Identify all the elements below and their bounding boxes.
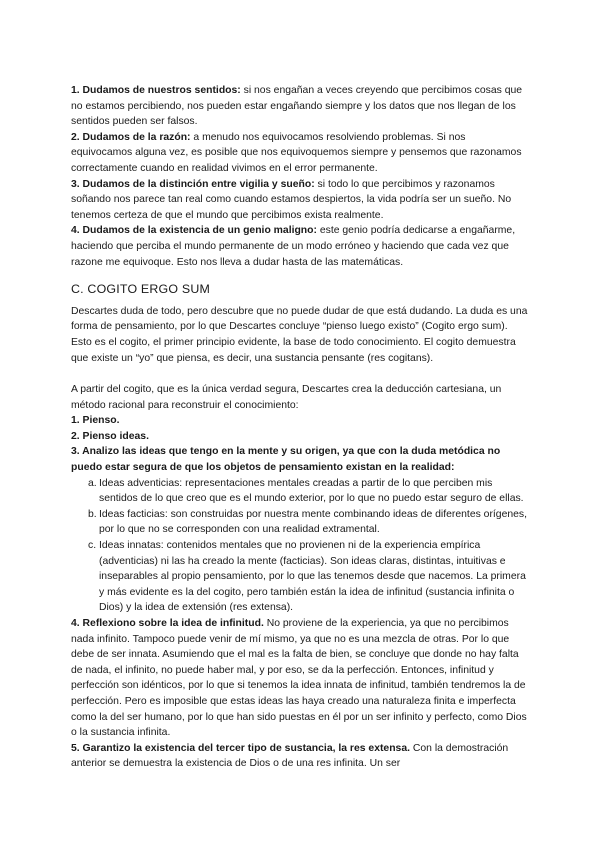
section-heading: C. COGITO ERGO SUM [71,282,210,297]
step-2 [71,429,529,445]
paragraph-gap [71,366,529,382]
list-marker: a. [88,477,97,489]
list-marker: c. [88,540,97,552]
list-marker: b. [88,508,97,520]
list-item [71,538,529,616]
method-intro-paragraph: A partir del cogito, que es la única verdad segura, Descartes crea la deducción cartesiana, un método racional para reconstruir el conocimiento: [71,384,502,411]
doubt-3 [71,177,529,224]
doubt-4-text: este genio podría dedicarse a engañarme, haciendo que perciba el mundo permanente de un modo erróneo y haciendo que cada vez que razone me equivoque. Esto nos lleva a dudar hasta de las matemáticas. [71,225,516,268]
idea-innatas: Ideas innatas: contenidos mentales que no provienen ni de la experiencia empírica (adventicias) ni las ha creado la mente (facticias). Son ideas claras, distintas, intuitivas e inseparables al propio pensamiento, por lo que las tenemos desde que nacemos. La primera y más evidente es la del cogito, pero también están la idea de infinitud (sustancia infinita o Dios) y la idea de extensión (res extensa). [99,540,526,614]
list-item [71,507,529,538]
doubt-4-title: 4. Dudamos de la existencia de un genio maligno: [71,225,317,237]
doubt-3-text: si todo lo que percibimos y razonamos soñando nos parece tan real como cuando estamos despiertos, la vida podría ser un sueño. No tenemos certeza de que el mundo que percibimos exista realmente. [71,178,512,221]
step-4-text: No proviene de la experiencia, ya que no percibimos nada infinito. Tampoco puede venir de mí mismo, ya que no es una mezcla de otras. Por lo que debe de ser innata. Asumiendo que el mal es la falta de bien, se concluye que donde no hay falta de nada, el infinito, no puede haber mal, y por eso, se da la perfección. Entonces, infinitud y perfección son idénticos, por lo que si tenemos la idea innata de infinitud, también tendremos la de perfección. Pero es imposible que estas ideas las haya creado una naturaleza finita e imperfecta como la del ser humano, por lo que han sido puestas en él por un ser infinito y perfecto, como Dios o la sustancia infinita. [71,618,527,739]
cogito-paragraph: Descartes duda de todo, pero descubre que no puede dudar de que está dudando. La duda es una forma de pensamiento, por lo que Descartes concluye “pienso luego existo” (Cogito ergo sum). Esto es el cogito, el primer principio evidente, la base de todo conocimiento. El cogito demuestra que existe un “yo” que piensa, es decir, una sustancia pensante (res cogitans). [71,305,528,364]
step-3-label: 3. Analizo las ideas que tengo en la mente y su origen, ya que con la duda metódica no puedo estar segura de que los objetos de pensamiento existan en la realidad: [71,446,501,474]
idea-facticias: Ideas facticias: son construidas por nuestra mente combinando ideas de diferentes orígenes, por lo que no se corresponden con una realidad extramental. [99,508,527,536]
step-4 [71,616,529,741]
step-2-label: 2. Pienso ideas. [71,430,149,442]
idea-types-list [71,476,529,616]
doubt-2 [71,130,529,177]
doubt-3-title: 3. Dudamos de la distinción entre vigilia y sueño: [71,178,315,190]
doubt-2-title: 2. Dudamos de la razón: [71,131,191,143]
step-5 [71,741,529,772]
doubt-2-text: a menudo nos equivocamos resolviendo problemas. Si nos equivocamos alguna vez, es posible que nos equivoquemos siempre y pensemos que razonamos correctamente cuando en realidad vivimos en el error permanente. [71,131,522,174]
doubt-4 [71,223,529,270]
step-4-title: 4. Reflexiono sobre la idea de infinitud. [71,618,264,629]
step-5-text: Con la demostración anterior se demuestra la existencia de Dios o de una res infinita. Un ser [71,742,509,770]
idea-adventicias: Ideas adventicias: representaciones mentales creadas a partir de lo que perciben mis sentidos de lo que creo que es el mundo exterior, por lo que no puedo estar seguro de ellas. [99,477,524,505]
step-1-label: 1. Pienso. [71,415,120,427]
step-3 [71,444,529,475]
list-item [71,476,529,507]
step-1 [71,413,529,429]
doubt-1-text: si nos engañan a veces creyendo que percibimos cosas que no estamos percibiendo, nos pueden estar engañando siempre y los datos que nos llegan de los sentidos pueden ser falsos. [71,85,523,128]
doubt-1-title: 1. Dudamos de nuestros sentidos: [71,85,241,96]
step-5-title: 5. Garantizo la existencia del tercer tipo de sustancia, la res extensa. [71,742,410,754]
document-page [71,83,529,772]
doubt-1 [71,83,529,130]
